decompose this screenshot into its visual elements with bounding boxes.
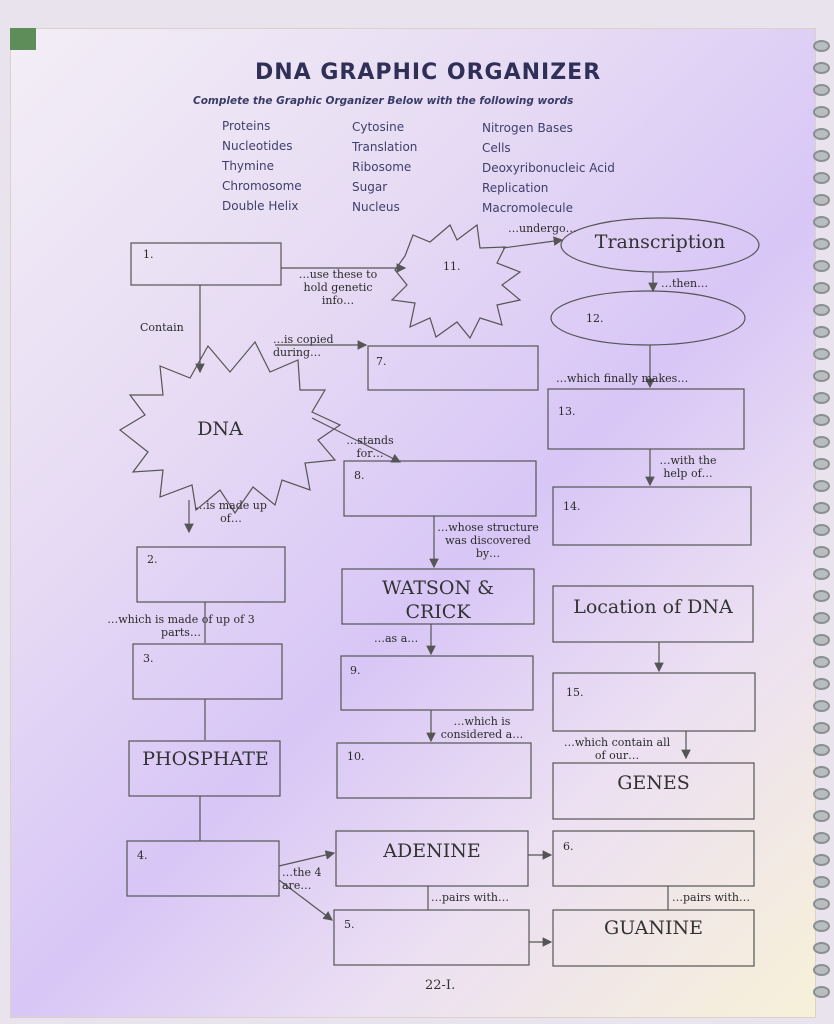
box-15[interactable] (553, 673, 755, 731)
connector-then: …then… (661, 277, 709, 290)
binding-coil (813, 656, 830, 668)
box-4[interactable] (127, 841, 279, 896)
binding-coil (813, 216, 830, 228)
box-9-number: 9. (350, 664, 361, 677)
binding-coil (813, 172, 830, 184)
word-bank-item: Nucleus (352, 200, 400, 214)
binding-coil (813, 238, 830, 250)
box-2-number: 2. (147, 553, 158, 566)
binding-coil (813, 986, 830, 998)
binding-coil (813, 502, 830, 514)
connector-contain-all: …which contain all of our… (563, 736, 671, 762)
binding-coil (813, 458, 830, 470)
box-5-number: 5. (344, 918, 355, 931)
binding-coil (813, 436, 830, 448)
adenine-label: ADENINE (383, 840, 481, 862)
box-1[interactable] (131, 243, 281, 285)
connector-is-made-up: …is made up of… (195, 499, 267, 525)
word-bank-item: Deoxyribonucleic Acid (482, 161, 615, 175)
word-bank-item: Replication (482, 181, 549, 195)
box-13[interactable] (548, 389, 744, 449)
connector-use-these: …use these to hold genetic info… (298, 268, 378, 307)
box-3[interactable] (133, 644, 282, 699)
location-of-dna-label: Location of DNA (573, 596, 733, 618)
dna-label: DNA (197, 418, 243, 440)
connector-with-help: …with the help of… (659, 454, 717, 480)
phosphate-label: PHOSPHATE (142, 748, 269, 770)
guanine-label: GUANINE (604, 917, 703, 939)
box-15-number: 15. (566, 686, 584, 699)
binding-coil (813, 282, 830, 294)
box-1-number: 1. (143, 248, 154, 261)
box-3-number: 3. (143, 652, 154, 665)
instructions: Complete the Graphic Organizer Below with the following words (193, 95, 574, 107)
box-13-number: 13. (558, 405, 576, 418)
box-11-number: 11. (443, 260, 461, 273)
binding-coil (813, 524, 830, 536)
connector-pairs-with-2: …pairs with… (672, 891, 750, 904)
binding-coil (813, 590, 830, 602)
binding-coil (813, 84, 830, 96)
connector-contain: Contain (140, 321, 184, 334)
binding-coil (813, 942, 830, 954)
watson-crick-label: WATSON & CRICK (381, 577, 495, 623)
binding-coil (813, 810, 830, 822)
binding-coil (813, 832, 830, 844)
word-bank-item: Cytosine (352, 120, 405, 134)
box-6-number: 6. (563, 840, 574, 853)
binding-coil (813, 854, 830, 866)
box-8-number: 8. (354, 469, 365, 482)
binding-coil (813, 744, 830, 756)
connector-pairs-with-1: …pairs with… (431, 891, 509, 904)
genes-label: GENES (617, 772, 690, 794)
word-bank-item: Chromosome (222, 179, 302, 193)
page-number: 22-I. (425, 978, 456, 993)
box-5[interactable] (334, 910, 529, 965)
binding-coil (813, 634, 830, 646)
word-bank-item: Sugar (352, 180, 388, 194)
connector-whose-structure: …whose structure was discovered by… (437, 521, 539, 560)
connector-stands-for: …stands for… (346, 434, 394, 460)
connector-which-finally: …which finally makes… (556, 372, 689, 385)
binding-coil (813, 128, 830, 140)
connector-as-a: …as a… (374, 632, 419, 645)
box-7-number: 7. (376, 355, 387, 368)
word-bank-item: Proteins (222, 119, 271, 133)
binding-coil (813, 62, 830, 74)
box-6[interactable] (553, 831, 754, 886)
box-14[interactable] (553, 487, 751, 545)
box-9[interactable] (341, 656, 533, 710)
binding-coil (813, 964, 830, 976)
binding-coil (813, 722, 830, 734)
word-bank-item: Ribosome (352, 160, 412, 174)
binding-coil (813, 370, 830, 382)
binding-coil (813, 260, 830, 272)
binding-coil (813, 348, 830, 360)
binding-coil (813, 568, 830, 580)
binding-coil (813, 788, 830, 800)
connector-undergo: …undergo… (508, 222, 577, 235)
binding-coil (813, 392, 830, 404)
box-12-number: 12. (586, 312, 604, 325)
ellipse-12[interactable] (551, 291, 745, 345)
box-10-number: 10. (347, 750, 365, 763)
binding-coil (813, 326, 830, 338)
word-bank-item: Nucleotides (222, 139, 293, 153)
starburst-11[interactable] (392, 225, 520, 338)
binding-coil (813, 546, 830, 558)
binding-coil (813, 106, 830, 118)
binding-coil (813, 304, 830, 316)
binding-coil (813, 480, 830, 492)
box-10[interactable] (337, 743, 531, 798)
word-bank-item: Double Helix (222, 199, 299, 213)
binding-coil (813, 898, 830, 910)
binding-coil (813, 414, 830, 426)
binding-coil (813, 678, 830, 690)
binding-coil (813, 150, 830, 162)
box-7[interactable] (368, 346, 538, 390)
binding-coil (813, 40, 830, 52)
transcription-label: Transcription (594, 231, 726, 253)
binding-coil (813, 612, 830, 624)
word-bank-item: Thymine (222, 159, 275, 173)
connector-considered: …which is considered a… (440, 715, 524, 741)
connector-the-4: …the 4 are… (282, 866, 322, 892)
binding-coil (813, 766, 830, 778)
binding-coil (813, 194, 830, 206)
box-2[interactable] (137, 547, 285, 602)
page-title: DNA GRAPHIC ORGANIZER (255, 60, 602, 85)
box-8[interactable] (344, 461, 536, 516)
word-bank-item: Nitrogen Bases (482, 121, 573, 135)
word-bank-item: Cells (482, 141, 511, 155)
connector-is-copied: …is copied during… (273, 333, 334, 359)
connector-made-of-3-parts: …which is made of up of 3 parts… (107, 613, 255, 639)
word-bank-item: Macromolecule (482, 201, 573, 215)
binding-coil (813, 920, 830, 932)
binding-coil (813, 700, 830, 712)
box-4-number: 4. (137, 849, 148, 862)
binding-coil (813, 876, 830, 888)
word-bank-item: Translation (352, 140, 418, 154)
box-14-number: 14. (563, 500, 581, 513)
